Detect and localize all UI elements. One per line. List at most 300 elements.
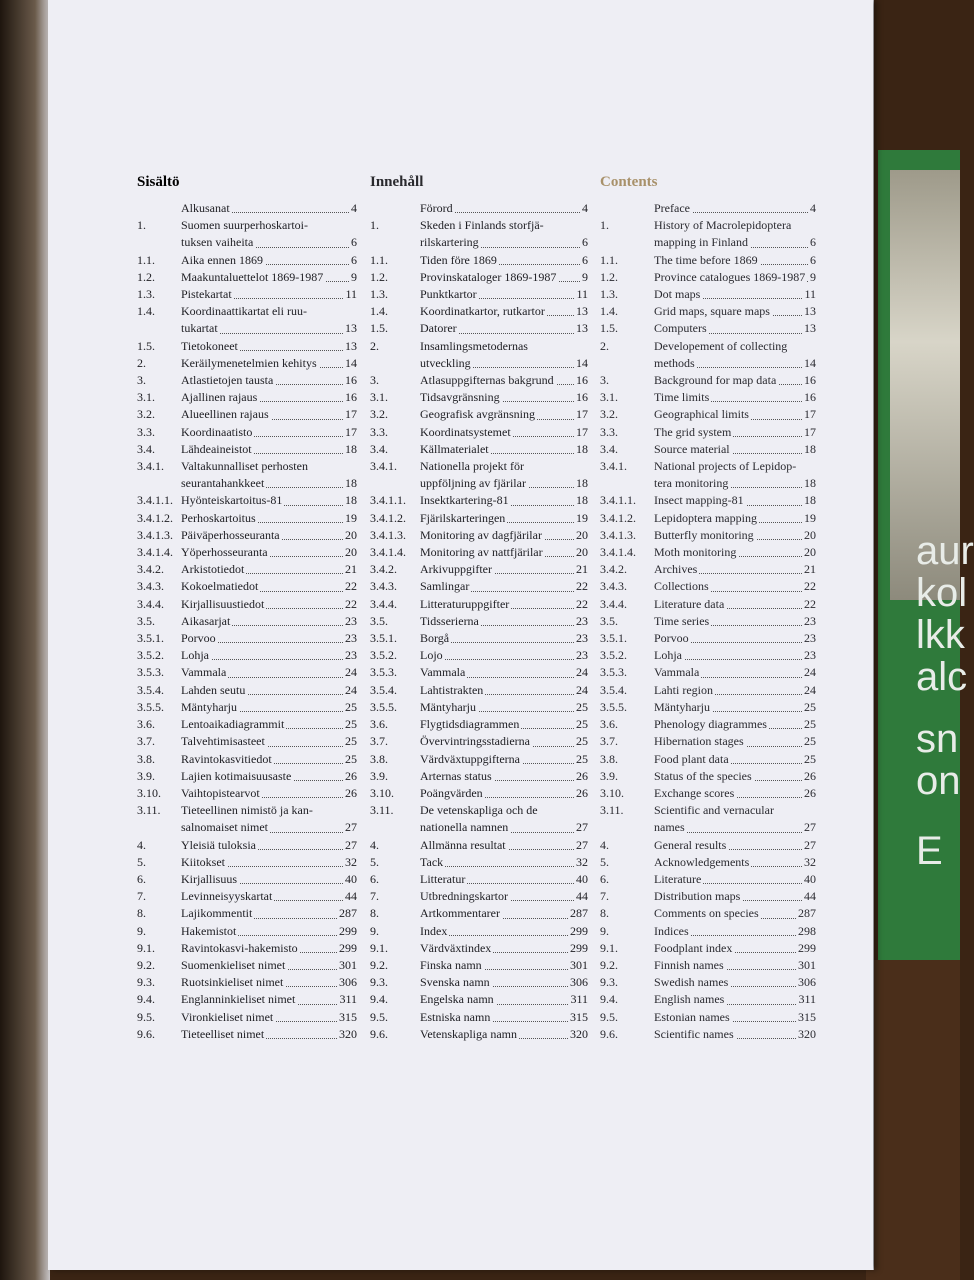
toc-entry-number: 3.4.1.3. <box>370 527 406 542</box>
toc-entry-title: Lohja <box>181 648 209 663</box>
toc-entry-number: 3.1. <box>600 390 618 405</box>
toc-entry-body <box>181 991 357 1008</box>
toc-entry <box>600 802 816 819</box>
toc-entry-body <box>654 647 816 664</box>
toc-entry-body <box>181 1009 357 1026</box>
toc-entry-number: 1.4. <box>370 304 388 319</box>
toc-entry <box>137 768 357 785</box>
toc-entry-page: 25 <box>343 751 357 768</box>
toc-entry-title: Hibernation stages <box>654 734 744 749</box>
toc-entry-title: Kiitokset <box>181 854 225 869</box>
toc-column-english <box>600 170 816 1043</box>
toc-entry-page: 25 <box>802 699 816 716</box>
toc-entry-number: 9. <box>600 923 609 938</box>
toc-entry-page: 6 <box>349 252 357 269</box>
toc-entry-number: 3. <box>137 373 146 388</box>
toc-entry-number: 3.2. <box>137 407 155 422</box>
toc-entry-number: 9. <box>137 923 146 938</box>
toc-entry-body <box>420 1009 588 1026</box>
toc-entry-title: Litteraturuppgifter <box>420 596 510 611</box>
toc-entry-number: 3.4.4. <box>137 596 164 611</box>
toc-entry-title: Developement of collecting <box>654 338 788 353</box>
toc-entry-title: Moth monitoring <box>654 545 737 560</box>
toc-entry-title: salnomaiset nimet <box>181 820 268 835</box>
toc-entry-body <box>181 716 357 733</box>
toc-entry-body <box>654 819 816 836</box>
toc-entry-number: 3.9. <box>137 768 155 783</box>
toc-entry-body <box>181 286 357 303</box>
toc-entry <box>370 699 588 716</box>
toc-entry <box>137 733 357 750</box>
toc-entry-number: 3.5.2. <box>370 648 397 663</box>
toc-entry-page: 301 <box>796 957 816 974</box>
toc-entry-title: Tietokoneet <box>181 338 238 353</box>
toc-entry <box>600 923 816 940</box>
toc-entry-number: 3.4.3. <box>600 579 627 594</box>
toc-entry <box>600 1009 816 1026</box>
toc-entry-title: Index <box>420 923 448 938</box>
toc-entry <box>370 837 588 854</box>
toc-entry-body <box>181 424 357 441</box>
toc-entry-number: 3.4. <box>137 441 155 456</box>
toc-entry-number: 1.2. <box>600 269 618 284</box>
toc-entry-title: Food plant data <box>654 751 729 766</box>
toc-entry-body <box>420 338 588 355</box>
toc-entry <box>137 699 357 716</box>
toc-entry <box>137 286 357 303</box>
toc-entry-title: Tieteellinen nimistö ja kan- <box>181 803 313 818</box>
toc-entry-body <box>420 217 588 234</box>
toc-entry-number: 3.8. <box>370 751 388 766</box>
toc-entry-body <box>420 888 588 905</box>
toc-entry-title: seurantahankkeet <box>181 476 265 491</box>
toc-entry-page: 299 <box>568 940 588 957</box>
toc-entry-title: Levinneisyyskartat <box>181 889 273 904</box>
toc-entry-title: Lohja <box>654 648 682 663</box>
toc-entry-page: 9 <box>580 269 588 286</box>
toc-entry-body <box>654 888 816 905</box>
toc-entry-body <box>654 613 816 630</box>
background-book-text: alc <box>916 655 968 699</box>
toc-entry-title: Kokoelmatiedot <box>181 579 259 594</box>
toc-entry <box>137 751 357 768</box>
toc-entry <box>600 1026 816 1043</box>
toc-entry-title: Archives <box>654 562 698 577</box>
toc-entry-number: 9.1. <box>137 940 155 955</box>
toc-entry-title: Alkusanat <box>181 201 230 215</box>
toc-entry-title: Finska namn <box>420 957 482 972</box>
toc-entry-page: 44 <box>574 888 588 905</box>
toc-entry-number: 7. <box>600 889 609 904</box>
toc-entry-title: Grid maps, square maps <box>654 304 770 319</box>
background-book-text: aur <box>916 529 974 573</box>
toc-entry-page: 26 <box>343 768 357 785</box>
toc-entry-body <box>654 596 816 613</box>
toc-entry <box>600 303 816 320</box>
toc-entry-title: Borgå <box>420 631 450 646</box>
toc-entry-body <box>420 957 588 974</box>
toc-entry <box>137 458 357 475</box>
toc-entry-number: 3.5.4. <box>600 682 627 697</box>
toc-entry <box>137 424 357 441</box>
toc-entry-title: Tiden före 1869 <box>420 252 497 267</box>
toc-entry-page: 14 <box>802 355 816 372</box>
toc-entry <box>600 991 816 1008</box>
toc-entry-title: Collections <box>654 579 709 594</box>
toc-entry <box>600 492 816 509</box>
toc-entry-number: 9.3. <box>370 975 388 990</box>
toc-entry <box>137 630 357 647</box>
toc-entry-title: methods <box>654 355 695 370</box>
toc-entry <box>600 355 816 372</box>
toc-entry-title: Hyönteiskartoitus-81 <box>181 493 283 508</box>
toc-entry-title: Insect mapping-81 <box>654 493 744 508</box>
toc-entry-page: 20 <box>802 544 816 561</box>
toc-entry-number: 9.2. <box>600 957 618 972</box>
toc-entry-number: 3.4.2. <box>137 562 164 577</box>
toc-entry-body <box>181 647 357 664</box>
toc-entry-page: 27 <box>574 837 588 854</box>
toc-entry-title: Ravintokasvitiedot <box>181 751 272 766</box>
toc-entry-number: 6. <box>370 871 379 886</box>
toc-entry-body <box>181 372 357 389</box>
toc-entry-page: 23 <box>343 630 357 647</box>
toc-entry-body <box>181 854 357 871</box>
toc-entry-number: 3.4.1.2. <box>600 510 636 525</box>
toc-entry-number: 1. <box>600 218 609 233</box>
toc-entry-page: 320 <box>796 1026 816 1043</box>
toc-entry <box>370 630 588 647</box>
toc-entry-number: 3.5.5. <box>137 699 164 714</box>
toc-entry-title: Värdväxtindex <box>420 940 492 955</box>
toc-entry-body <box>420 286 588 303</box>
table-surface <box>866 960 960 1280</box>
toc-entry-body <box>654 664 816 681</box>
toc-entry-title: Lahden seutu <box>181 682 246 697</box>
toc-entry-body <box>420 819 588 836</box>
toc-entry-page: 19 <box>343 510 357 527</box>
toc-entry-page: 16 <box>574 389 588 406</box>
toc-entry-page: 25 <box>574 751 588 768</box>
toc-entry <box>600 320 816 337</box>
toc-entry-number: 3.4.1.4. <box>370 545 406 560</box>
toc-entry-page: 40 <box>343 871 357 888</box>
toc-entry <box>600 871 816 888</box>
toc-entry-page: 18 <box>343 492 357 509</box>
toc-entry <box>370 303 588 320</box>
toc-entry <box>600 441 816 458</box>
toc-entry-number: 3.3. <box>370 424 388 439</box>
toc-entry-title: Ruotsinkieliset nimet <box>181 975 284 990</box>
toc-entry <box>600 234 816 251</box>
toc-entry-page: 25 <box>802 716 816 733</box>
toc-entry-title: Geographical limits <box>654 407 749 422</box>
toc-entry <box>370 338 588 355</box>
toc-entry <box>137 510 357 527</box>
toc-entry-number: 3.4.1. <box>137 459 164 474</box>
toc-entry-title: Fjärilskarteringen <box>420 510 506 525</box>
toc-entry-page: 27 <box>574 819 588 836</box>
toc-entry-body <box>181 527 357 544</box>
toc-entry <box>370 234 588 251</box>
toc-entry-page: 21 <box>343 561 357 578</box>
toc-entry-number: 1.2. <box>370 269 388 284</box>
toc-entry <box>137 664 357 681</box>
toc-entry <box>137 991 357 1008</box>
toc-entry <box>370 355 588 372</box>
toc-entry-body <box>420 991 588 1008</box>
toc-entry-body <box>181 492 357 509</box>
toc-entry <box>137 492 357 509</box>
toc-entry-body <box>654 424 816 441</box>
toc-entry-title: rilskartering <box>420 235 479 250</box>
toc-entry-body <box>420 320 588 337</box>
toc-entry <box>600 286 816 303</box>
toc-entry-number <box>370 234 420 251</box>
toc-entry <box>600 510 816 527</box>
toc-entry-page: 18 <box>574 492 588 509</box>
toc-entry-body <box>654 802 816 819</box>
toc-entry <box>137 406 357 423</box>
toc-entry <box>370 751 588 768</box>
toc-entry <box>370 1026 588 1043</box>
toc-entry-page: 27 <box>802 837 816 854</box>
toc-entry-body <box>181 561 357 578</box>
toc-entry-body <box>654 1026 816 1043</box>
background-book-text: E <box>916 829 943 873</box>
toc-entry-number: 2. <box>137 355 146 370</box>
toc-entry-page: 24 <box>343 664 357 681</box>
toc-entry-title: Yleisiä tuloksia <box>181 837 256 852</box>
toc-entry-number: 3.5.3. <box>137 665 164 680</box>
toc-entry-number: 9.2. <box>137 957 155 972</box>
toc-entry-body <box>181 510 357 527</box>
toc-entry-title: Hakemistot <box>181 923 237 938</box>
toc-entry-page: 17 <box>343 424 357 441</box>
toc-entry-number <box>370 200 420 217</box>
toc-entry-page: 24 <box>802 682 816 699</box>
toc-entry <box>370 854 588 871</box>
toc-entry-body <box>654 492 816 509</box>
toc-entry-page: 16 <box>574 372 588 389</box>
toc-entry <box>600 837 816 854</box>
toc-entry-page: 23 <box>802 630 816 647</box>
toc-entry-number: 2. <box>370 338 379 353</box>
toc-entry <box>137 974 357 991</box>
toc-entry-body <box>654 234 816 251</box>
toc-heading-english: Contents <box>600 174 658 190</box>
toc-entry-page: 16 <box>802 372 816 389</box>
toc-entry <box>600 785 816 802</box>
toc-entry-body <box>181 200 357 217</box>
toc-entry <box>370 888 588 905</box>
toc-entry-page: 24 <box>343 682 357 699</box>
toc-entry-number: 3.5.1. <box>600 631 627 646</box>
toc-entry-body <box>420 647 588 664</box>
toc-entry <box>600 664 816 681</box>
toc-entry-number: 3.3. <box>600 424 618 439</box>
toc-entry-body <box>181 441 357 458</box>
toc-entry-body <box>420 234 588 251</box>
toc-entry-number: 4. <box>137 837 146 852</box>
toc-entry-body <box>181 269 357 286</box>
toc-heading-finnish: Sisältö <box>137 174 180 190</box>
toc-entry-number: 3.4.1.1. <box>600 493 636 508</box>
toc-entry <box>370 785 588 802</box>
toc-entry-number <box>137 234 181 251</box>
toc-entry-page: 4 <box>580 200 588 217</box>
toc-entry <box>370 475 588 492</box>
toc-entry-title: Alueellinen rajaus <box>181 407 269 422</box>
toc-entry-title: Koordinatsystemet <box>420 424 511 439</box>
toc-entry-title: Dot maps <box>654 287 701 302</box>
toc-entry <box>370 647 588 664</box>
toc-entry-page: 298 <box>796 923 816 940</box>
toc-entry-page: 25 <box>802 751 816 768</box>
toc-entry-title: Övervintringsstadierna <box>420 734 530 749</box>
toc-entry-number: 3.8. <box>137 751 155 766</box>
toc-entry-number: 9. <box>370 923 379 938</box>
toc-entry-title: Arternas status <box>420 768 492 783</box>
toc-entry <box>137 837 357 854</box>
toc-entry-title: Comments on species <box>654 906 759 921</box>
toc-entry <box>370 613 588 630</box>
toc-entry-number: 3.1. <box>370 390 388 405</box>
toc-entry-number: 3.5. <box>600 613 618 628</box>
toc-entry-title: Background for map data <box>654 373 777 388</box>
toc-entry-number: 3.2. <box>600 407 618 422</box>
toc-entry-page: 25 <box>802 733 816 750</box>
toc-entry-page: 9 <box>349 269 357 286</box>
toc-entry-number: 6. <box>600 871 609 886</box>
toc-entry-title: Engelska namn <box>420 992 494 1007</box>
toc-entry-page: 17 <box>802 406 816 423</box>
toc-entry <box>370 286 588 303</box>
toc-entry <box>370 991 588 1008</box>
toc-entry-body <box>654 561 816 578</box>
toc-entry-body <box>420 699 588 716</box>
toc-entry-page: 18 <box>802 492 816 509</box>
toc-entry-number <box>137 200 181 217</box>
toc-entry-number: 3.4.1.3. <box>137 527 173 542</box>
toc-entry-title: Suomenkieliset nimet <box>181 957 286 972</box>
toc-entry-body <box>654 991 816 1008</box>
toc-entry-title: Samlingar <box>420 579 470 594</box>
toc-entry-page: 19 <box>574 510 588 527</box>
toc-entry-number: 9.6. <box>600 1026 618 1041</box>
toc-entry <box>370 200 588 217</box>
toc-entry-body <box>654 837 816 854</box>
toc-entry-page: 23 <box>802 613 816 630</box>
toc-entry-title: Förord <box>420 201 453 215</box>
toc-entry-body <box>654 1009 816 1026</box>
toc-entry-number: 3.5.4. <box>370 682 397 697</box>
toc-entry-page: 24 <box>574 682 588 699</box>
toc-entry-number: 3.4.2. <box>370 562 397 577</box>
toc-entry-body <box>420 458 588 475</box>
toc-entry <box>370 768 588 785</box>
toc-entry-body <box>654 957 816 974</box>
toc-entry-number <box>137 320 181 337</box>
toc-entry-body <box>654 544 816 561</box>
toc-entry <box>137 441 357 458</box>
background-book-text: on <box>916 759 961 803</box>
toc-entry-body <box>654 940 816 957</box>
toc-entry-body <box>420 613 588 630</box>
toc-entry-title: Tieteelliset nimet <box>181 1026 265 1041</box>
toc-entry-number: 8. <box>600 906 609 921</box>
toc-entry-page: 20 <box>574 544 588 561</box>
toc-entry-number: 4. <box>600 837 609 852</box>
toc-entry-number <box>370 819 420 836</box>
toc-entry-page: 23 <box>343 647 357 664</box>
toc-entry-title: Distribution maps <box>654 889 741 904</box>
toc-entry-body <box>654 406 816 423</box>
toc-entry-body <box>181 699 357 716</box>
toc-entry-page: 40 <box>574 871 588 888</box>
toc-entry-number: 9.5. <box>370 1009 388 1024</box>
toc-entry-page: 4 <box>808 200 816 217</box>
toc-entry <box>600 905 816 922</box>
toc-entry-number: 3.3. <box>137 424 155 439</box>
toc-entry-body <box>181 733 357 750</box>
toc-entry-number: 8. <box>137 906 146 921</box>
toc-entry-number: 3.11. <box>600 803 624 818</box>
toc-entry-body <box>420 389 588 406</box>
toc-entry-page: 9 <box>808 269 816 286</box>
toc-entry-page: 25 <box>343 716 357 733</box>
toc-entry-title: Arkistotiedot <box>181 562 245 577</box>
toc-entry-number <box>600 234 654 251</box>
toc-entry-body <box>420 751 588 768</box>
toc-entry-title: Lähdeaineistot <box>181 441 252 456</box>
toc-entry <box>137 578 357 595</box>
toc-entry-title: Svenska namn <box>420 975 490 990</box>
toc-entry-body <box>420 682 588 699</box>
toc-entry-page: 27 <box>343 837 357 854</box>
toc-entry-number: 9.4. <box>370 992 388 1007</box>
toc-entry-page: 301 <box>337 957 357 974</box>
toc-entry-page: 25 <box>574 716 588 733</box>
toc-entry-title: Lepidoptera mapping <box>654 510 757 525</box>
toc-entry-number: 5. <box>600 854 609 869</box>
toc-entry <box>600 940 816 957</box>
toc-entry-page: 14 <box>574 355 588 372</box>
toc-entry <box>370 957 588 974</box>
toc-entry-title: Englanninkieliset nimet <box>181 992 296 1007</box>
toc-entry-title: General results <box>654 837 727 852</box>
toc-entry-title: Nationella projekt för <box>420 459 524 474</box>
toc-entry-page: 22 <box>343 596 357 613</box>
toc-entry-body <box>420 303 588 320</box>
toc-entry <box>370 406 588 423</box>
toc-entry-body <box>181 613 357 630</box>
toc-entry-title: Monitoring av dagfjärilar <box>420 527 542 542</box>
toc-entry-page: 23 <box>574 647 588 664</box>
toc-entry-body <box>420 424 588 441</box>
toc-entry <box>600 389 816 406</box>
toc-entry <box>137 871 357 888</box>
toc-entry-number: 3.5.5. <box>600 699 627 714</box>
toc-entry-page: 299 <box>337 940 357 957</box>
toc-entry-body <box>420 854 588 871</box>
toc-entry-page: 306 <box>337 974 357 991</box>
toc-entry-page: 16 <box>802 389 816 406</box>
toc-entry-number: 3.1. <box>137 390 155 405</box>
toc-entry-page: 27 <box>343 819 357 836</box>
toc-entry-body <box>181 596 357 613</box>
toc-entry-number: 3.5.4. <box>137 682 164 697</box>
